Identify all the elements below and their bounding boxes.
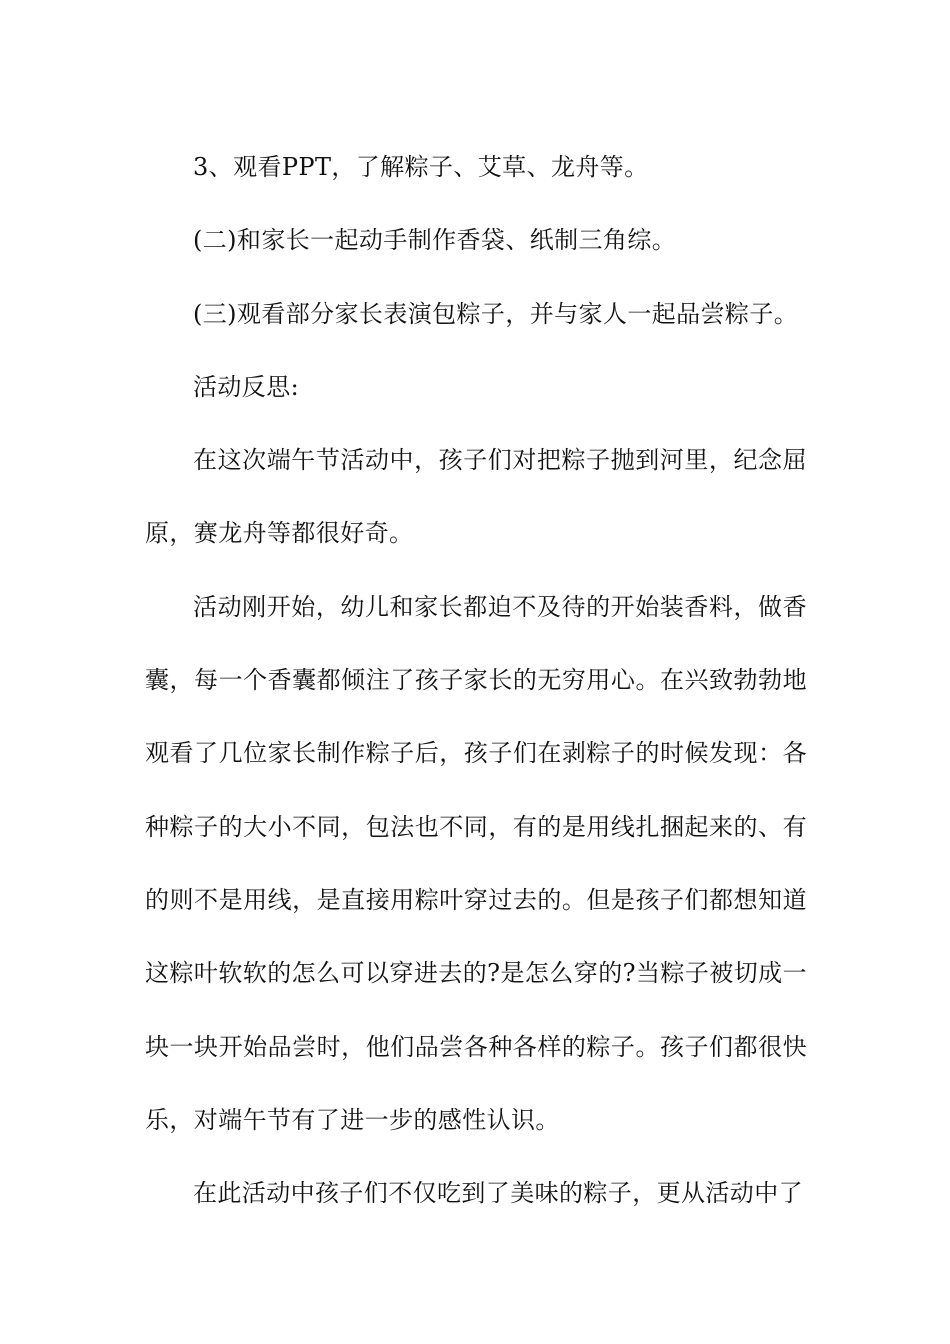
paragraph-activity-part-2: (二)和家长一起动手制作香袋、纸制三角综。: [193, 226, 677, 255]
paragraph-reflection-1: 在这次端午节活动中，孩子们对把粽子抛到河里，纪念屈原，赛龙舟等都很好奇。: [145, 446, 807, 548]
section-heading-reflection: 活动反思:: [193, 372, 300, 401]
document-body: [145, 131, 807, 1230]
paragraph-reflection-2: 活动刚开始，幼儿和家长都迫不及待的开始装香料，做香囊，每一个香囊都倾注了孩子家长的无穷用心。在兴致勃勃地观看了几位家长制作粽子后，孩子们在剥粽子的时候发现：各种粽子的大小不同，包法也不同，有的是用线扎捆起来的、有的则不是用线，是直接用粽叶穿过去的。但是孩子们都想知道这粽叶软软的怎么可以穿进去的?是怎么穿的?当粽子被切成一块一块开始品尝时，他们品尝各种各样的粽子。孩子们都很快乐，对端午节有了进一步的感性认识。: [145, 592, 807, 1134]
paragraph-activity-step-3: 3、观看PPT，了解粽子、艾草、龙舟等。: [193, 153, 649, 181]
paragraph-reflection-3: 在此活动中孩子们不仅吃到了美味的粽子，更从活动中了: [193, 1179, 803, 1208]
paragraph-activity-part-3: (三)观看部分家长表演包粽子，并与家人一起品尝粽子。: [193, 299, 799, 328]
